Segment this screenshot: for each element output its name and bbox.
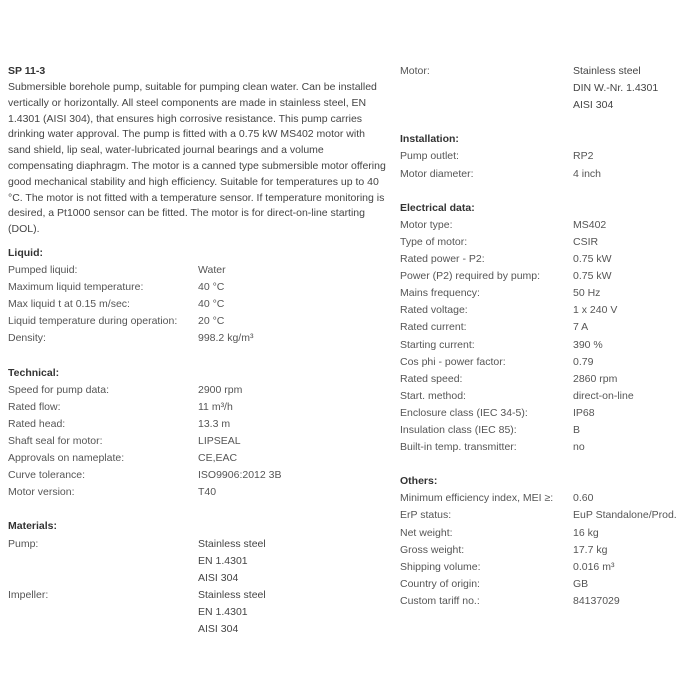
- spec-value: 1 x 240 V: [573, 304, 618, 317]
- spec-values: [198, 536, 266, 587]
- spec-label: Start. method:: [400, 389, 466, 402]
- spec-row: [8, 467, 388, 484]
- spec-row: [400, 251, 695, 268]
- spec-row: [400, 576, 695, 593]
- spec-value: RP2: [573, 150, 594, 163]
- spec-row: [8, 484, 388, 501]
- spec-row: [8, 416, 388, 433]
- spec-value: 16 kg: [573, 526, 599, 539]
- spec-label: Rated voltage:: [400, 304, 468, 317]
- spec-row: [8, 279, 388, 296]
- spec-value: 11 m³/h: [198, 400, 233, 413]
- spec-value: AISI 304: [198, 623, 239, 636]
- spec-label: Impeller:: [8, 588, 49, 601]
- spec-label: Gross weight:: [400, 543, 465, 556]
- spec-value: 2860 rpm: [573, 372, 618, 385]
- spec-value: B: [573, 423, 581, 436]
- spec-label: Rated head:: [8, 417, 66, 430]
- spec-value: T40: [198, 486, 217, 499]
- spec-row-impeller-material: [8, 587, 388, 638]
- spec-value: 40 °C: [198, 298, 225, 311]
- spec-row: [400, 302, 695, 319]
- spec-row: [400, 507, 695, 524]
- spec-label: Speed for pump data:: [8, 383, 109, 396]
- left-column: [8, 63, 388, 638]
- spec-value: 50 Hz: [573, 287, 601, 300]
- spec-label: Enclosure class (IEC 34-5):: [400, 406, 528, 419]
- spec-value: 0.016 m³: [573, 560, 615, 573]
- spec-value: EuP Standalone/Prod.: [573, 509, 677, 522]
- others-section-title: Others:: [400, 475, 438, 488]
- spec-row: [8, 313, 388, 330]
- spec-label: Country of origin:: [400, 577, 480, 590]
- spec-label: Motor version:: [8, 486, 75, 499]
- spec-label: Approvals on nameplate:: [8, 452, 125, 465]
- spec-row-motor-material: [400, 63, 695, 114]
- technical-section-title: Technical:: [8, 366, 60, 379]
- spec-label: Mains frequency:: [400, 287, 480, 300]
- spec-label: Motor diameter:: [400, 167, 474, 180]
- spec-value: Water: [198, 264, 226, 277]
- spec-label: Liquid temperature during operation:: [8, 315, 178, 328]
- spec-label: Minimum efficiency index, MEI ≥:: [400, 492, 554, 505]
- technical-table: [8, 382, 388, 502]
- spec-label: Pump:: [8, 537, 39, 550]
- liquid-section-title: Liquid:: [8, 246, 43, 259]
- spec-row: [400, 439, 695, 456]
- spec-value: CSIR: [573, 235, 599, 248]
- spec-value: MS402: [573, 218, 607, 231]
- spec-row: [400, 422, 695, 439]
- spec-value: AISI 304: [573, 99, 614, 112]
- spec-label: Curve tolerance:: [8, 469, 86, 482]
- spec-value: 998.2 kg/m³: [198, 332, 254, 345]
- spec-row: [8, 382, 388, 399]
- spec-value: 0.60: [573, 492, 594, 505]
- spec-value: IP68: [573, 406, 595, 419]
- spec-value: Stainless steel: [198, 537, 266, 550]
- spec-row: [8, 330, 388, 347]
- spec-row: [400, 285, 695, 302]
- spec-row: [8, 399, 388, 416]
- spec-row: [8, 262, 388, 279]
- others-table: [400, 490, 695, 610]
- spec-label: Pumped liquid:: [8, 264, 78, 277]
- spec-label: Shipping volume:: [400, 560, 481, 573]
- spec-value: EN 1.4301: [198, 554, 248, 567]
- spec-label: ErP status:: [400, 509, 452, 522]
- spec-value: 2900 rpm: [198, 383, 243, 396]
- spec-value: 84137029: [573, 594, 620, 607]
- spec-value: 17.7 kg: [573, 543, 608, 556]
- spec-row: [400, 593, 695, 610]
- spec-row: [400, 405, 695, 422]
- spec-value: 40 °C: [198, 281, 225, 294]
- spec-value: LIPSEAL: [198, 435, 241, 447]
- spec-label: Motor type:: [400, 218, 453, 231]
- spec-value: 7 A: [573, 321, 589, 334]
- spec-value: 0.79: [573, 355, 594, 368]
- spec-row: [8, 296, 388, 313]
- spec-label: Net weight:: [400, 526, 453, 539]
- spec-label: Rated speed:: [400, 372, 463, 385]
- spec-row-pump-material: [8, 536, 388, 587]
- spec-value: 0.75 kW: [573, 270, 612, 283]
- spec-label: Type of motor:: [400, 235, 468, 248]
- spec-label: Rated current:: [400, 321, 467, 334]
- spec-value: Stainless steel: [198, 588, 266, 601]
- spec-row: [400, 559, 695, 576]
- spec-label: Starting current:: [400, 338, 475, 351]
- spec-value: no: [573, 441, 585, 454]
- spec-row: [400, 525, 695, 542]
- product-name: SP 11-3: [8, 65, 46, 77]
- electrical-table: [400, 217, 695, 456]
- spec-row: [400, 268, 695, 285]
- spec-values: [573, 63, 658, 114]
- spec-label: Motor:: [400, 65, 430, 77]
- spec-value: GB: [573, 577, 589, 590]
- spec-label: Cos phi - power factor:: [400, 355, 506, 368]
- spec-row: [8, 433, 388, 450]
- spec-label: Built-in temp. transmitter:: [400, 441, 517, 454]
- spec-label: Shaft seal for motor:: [8, 435, 103, 447]
- spec-label: Rated flow:: [8, 400, 61, 413]
- spec-label: Insulation class (IEC 85):: [400, 423, 517, 436]
- spec-label: Maximum liquid temperature:: [8, 281, 144, 294]
- right-column: [400, 63, 695, 610]
- spec-row: [400, 148, 695, 165]
- materials-section-title: Materials:: [8, 520, 58, 533]
- spec-value: CE,EAC: [198, 452, 238, 465]
- spec-row: [400, 490, 695, 507]
- spec-row: [400, 217, 695, 234]
- spec-label: Rated power - P2:: [400, 253, 485, 266]
- spec-value: AISI 304: [198, 571, 239, 584]
- spec-label: Custom tariff no.:: [400, 594, 480, 607]
- spec-value: 4 inch: [573, 167, 602, 180]
- product-description: Submersible borehole pump, suitable for pumping clean water. Can be installed vertically or horizontally. All steel components are made in stainless steel, EN 1.4301 (AISI 304), that ensures high corrosive resistance. This pump carries drinking water approval. The pump is fitted with a 0.75 kW MS402 motor with sand shield, lip seal, water-lubricated journal bearings and a volume compensating diaphragm. The motor is a canned type submersible motor offering good mechanical stability and high efficiency. Suitable for temperatures up to 40 °C. The motor is not fitted with a temperature sensor. If temperature monitoring is desired, a Pt1000 sensor can be fitted. The motor is for direct-on-line starting (DOL).: [8, 81, 386, 236]
- installation-section-title: Installation:: [400, 133, 459, 146]
- spec-label: Power (P2) required by pump:: [400, 270, 541, 283]
- spec-value: EN 1.4301: [198, 605, 248, 618]
- liquid-table: [8, 262, 388, 347]
- spec-row: [400, 337, 695, 354]
- spec-value: 390 %: [573, 338, 603, 351]
- spec-values: [198, 587, 266, 638]
- spec-value: 20 °C: [198, 315, 225, 328]
- spec-value: ISO9906:2012 3B: [198, 469, 282, 482]
- spec-label: Pump outlet:: [400, 150, 459, 163]
- electrical-section-title: Electrical data:: [400, 201, 475, 214]
- spec-row: [400, 354, 695, 371]
- spec-row: [400, 166, 695, 183]
- spec-row: [400, 371, 695, 388]
- spec-row: [400, 388, 695, 405]
- spec-row: [400, 234, 695, 251]
- spec-value: Stainless steel: [573, 65, 641, 77]
- spec-value: DIN W.-Nr. 1.4301: [573, 82, 659, 95]
- spec-label: Max liquid t at 0.15 m/sec:: [8, 298, 130, 311]
- spec-value: 13.3 m: [198, 417, 231, 430]
- spec-row: [8, 450, 388, 467]
- spec-row: [400, 542, 695, 559]
- spec-label: Density:: [8, 332, 46, 345]
- installation-table: [400, 148, 695, 182]
- spec-value: direct-on-line: [573, 389, 634, 402]
- spec-row: [400, 319, 695, 336]
- spec-value: 0.75 kW: [573, 253, 612, 266]
- materials-table: [8, 536, 388, 639]
